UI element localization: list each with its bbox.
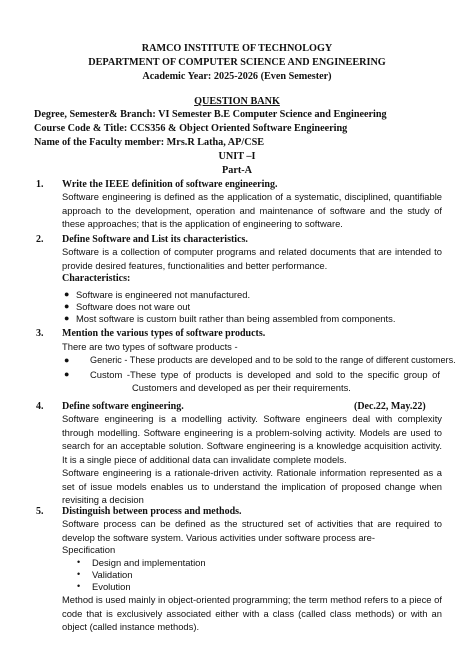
q5-paragraph-2: Method is used mainly in object-oriented programming; the term method refers to a piece of code that is exclusively associated either with a class (called class methods) or with an object (called instance methods). [62, 594, 442, 633]
q2-bullet-2: Software does not ware out [76, 301, 191, 312]
q1-number: 1. [36, 179, 44, 190]
bullet-icon: ● [64, 301, 70, 311]
q5-bullet-1: Design and implementation [92, 557, 206, 568]
q4-paragraph-1: Software engineering is a modelling activity. Software engineers deal with complexity through modelling. Software engineering is a problem-solving activity. Models are used to search for an acceptable solution. Software engineering is a knowledge acquisition activity. It is a single piece of additional data can invalidate complete models. [62, 413, 442, 465]
bullet-icon: • [77, 569, 81, 579]
q4-question: Define software engineering. [62, 401, 184, 412]
bullet-icon: ● [64, 313, 70, 323]
q5-bullet-3: Evolution [92, 581, 131, 592]
q5-specification-label: Specification [62, 544, 116, 555]
academic-year: Academic Year: 2025-2026 (Even Semester) [142, 71, 332, 82]
q5-bullet-2: Validation [92, 569, 133, 580]
q4-number: 4. [36, 401, 44, 412]
q3-generic: Generic - These products are developed and to be sold to the range of different customers. [90, 355, 456, 365]
faculty-line: Name of the Faculty member: Mrs.R Latha, AP/CSE [34, 137, 265, 148]
q3-custom-line-2: Customers and developed as per their requirements. [132, 382, 351, 393]
bullet-icon: ● [64, 355, 70, 365]
bullet-icon: • [77, 557, 81, 567]
q2-characteristics-label: Characteristics: [62, 273, 131, 284]
q2-bullet-3: Most software is custom built rather than being assembled from components. [76, 313, 396, 324]
bullet-icon: • [77, 581, 81, 591]
q4-paragraph-2: Software engineering is a rationale-driven activity. Rationale information represented as a set of issue models enables us to understand the implication of proposed change when revisiting a decision [62, 467, 442, 506]
bullet-icon: ● [64, 289, 70, 299]
department-name: DEPARTMENT OF COMPUTER SCIENCE AND ENGINEERING [88, 57, 386, 68]
question-bank-title: QUESTION BANK [194, 96, 280, 107]
q3-question: Mention the various types of software products. [62, 328, 266, 339]
course-line: Course Code & Title: CCS356 & Object Oriented Software Engineering [34, 123, 348, 134]
q5-paragraph-1: Software process can be defined as the structured set of activities that are required to develop the software system. Various activities under software process are- [62, 518, 442, 543]
q5-question: Distinguish between process and methods. [62, 506, 242, 517]
part-heading: Part-A [222, 165, 252, 176]
institute-name: RAMCO INSTITUTE OF TECHNOLOGY [141, 43, 333, 54]
unit-heading: UNIT –I [218, 151, 256, 162]
q2-answer: Software is a collection of computer programs and related documents that are intended to provide desired features, functionalities and better performance. [62, 246, 442, 271]
q2-number: 2. [36, 234, 44, 245]
q3-number: 3. [36, 328, 44, 339]
q5-number: 5. [36, 506, 44, 517]
bullet-icon: ● [64, 369, 70, 379]
degree-line: Degree, Semester& Branch: VI Semester B.E Computer Science and Engineering [34, 109, 387, 120]
q2-bullet-1: Software is engineered not manufactured. [76, 289, 251, 300]
q1-question: Write the IEEE definition of software engineering. [62, 179, 278, 190]
q1-answer: Software engineering is defined as the application of a systematic, disciplined, quantifiable approach to the development, operation and maintenance of software and the study of these approaches; that is the application of engineering to software. [62, 191, 442, 230]
q2-question: Define Software and List its characteristics. [62, 234, 248, 245]
q3-custom-line-1: Custom -These type of products is developed and sold to the specific group of [90, 369, 440, 380]
q3-intro: There are two types of software products - [62, 341, 238, 352]
q4-exam-dates: (Dec.22, May.22) [354, 401, 426, 412]
